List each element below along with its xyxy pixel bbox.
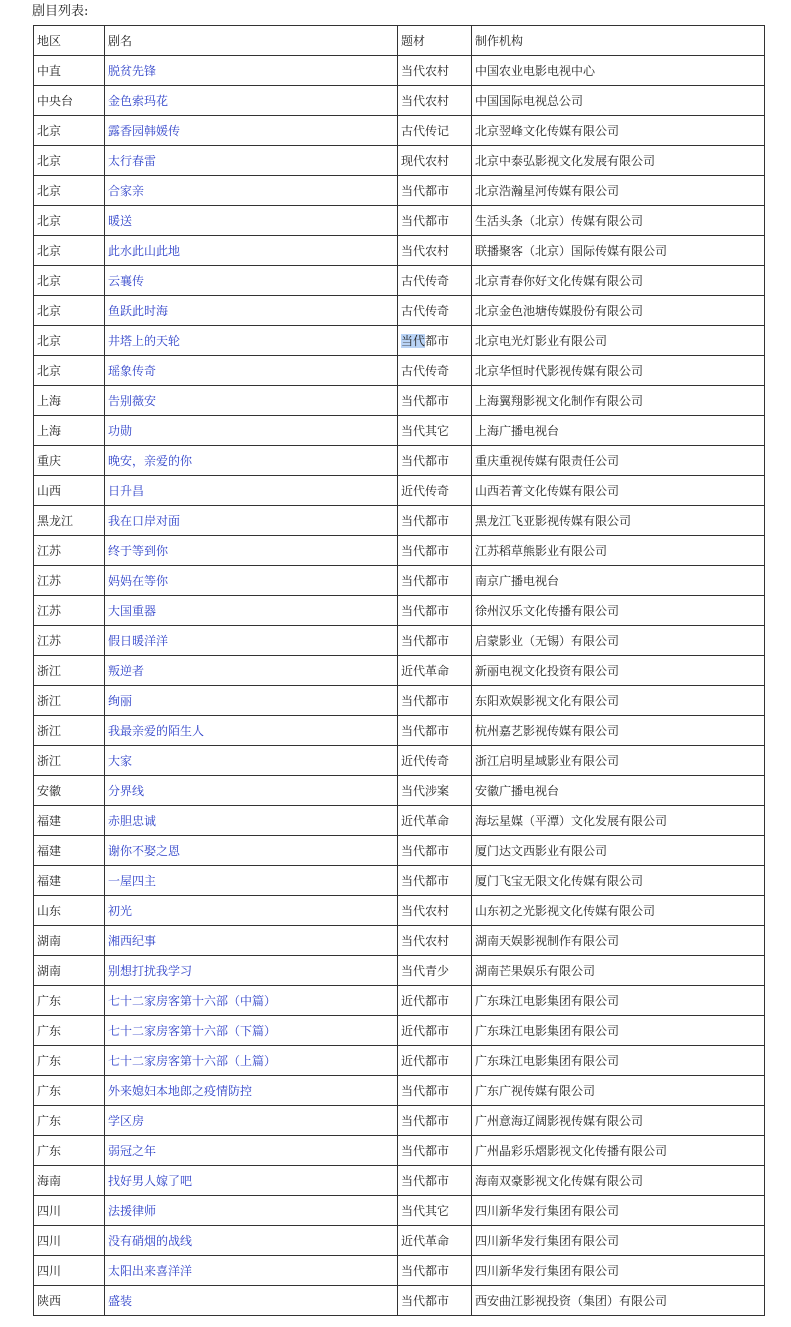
table-row: [34, 956, 765, 986]
cell-region: 上海: [34, 386, 105, 416]
drama-title-link[interactable]: 外来媳妇本地郎之疫情防控: [108, 1084, 253, 1098]
table-row: [34, 56, 765, 86]
cell-region: 北京: [34, 206, 105, 236]
cell-genre: 当代农村: [398, 86, 472, 116]
cell-company: 杭州嘉艺影视传媒有限公司: [472, 716, 765, 746]
table-row: [34, 626, 765, 656]
cell-genre: 当代都市: [398, 716, 472, 746]
table-row: [34, 686, 765, 716]
cell-region: 四川: [34, 1256, 105, 1286]
drama-title-link[interactable]: 大国重器: [108, 604, 157, 618]
cell-title: [105, 446, 398, 476]
cell-region: 江苏: [34, 596, 105, 626]
drama-title-link[interactable]: 鱼跃此时海: [108, 304, 169, 318]
cell-genre: 当代农村: [398, 56, 472, 86]
cell-company: 北京青春你好文化传媒有限公司: [472, 266, 765, 296]
table-row: [34, 806, 765, 836]
cell-title: [105, 626, 398, 656]
cell-region: 湖南: [34, 926, 105, 956]
cell-title: [105, 176, 398, 206]
drama-title-link[interactable]: 合家亲: [108, 184, 145, 198]
cell-company: 西安曲江影视投资（集团）有限公司: [472, 1286, 765, 1316]
selected-text-highlight: 当代: [401, 334, 426, 348]
table-row: [34, 1196, 765, 1226]
cell-region: 广东: [34, 1046, 105, 1076]
cell-title: [105, 1166, 398, 1196]
table-row: [34, 206, 765, 236]
table-row: [34, 1076, 765, 1106]
cell-title: [105, 896, 398, 926]
drama-title-link[interactable]: 暖送: [108, 214, 133, 228]
cell-region: 上海: [34, 416, 105, 446]
cell-genre: 当代都市: [398, 506, 472, 536]
column-header-region: 地区: [34, 26, 105, 56]
cell-genre: 近代都市: [398, 1016, 472, 1046]
cell-title: [105, 56, 398, 86]
cell-genre: 当代其它: [398, 416, 472, 446]
cell-genre: 当代农村: [398, 236, 472, 266]
cell-company: 北京电光灯影业有限公司: [472, 326, 765, 356]
cell-title: [105, 1196, 398, 1226]
drama-title-link[interactable]: 初光: [108, 904, 133, 918]
cell-region: 江苏: [34, 566, 105, 596]
cell-genre: 古代传奇: [398, 266, 472, 296]
cell-company: 山西若菁文化传媒有限公司: [472, 476, 765, 506]
cell-company: 新丽电视文化投资有限公司: [472, 656, 765, 686]
cell-company: 山东初之光影视文化传媒有限公司: [472, 896, 765, 926]
cell-region: 陕西: [34, 1286, 105, 1316]
cell-genre: 当代都市: [398, 596, 472, 626]
cell-genre: 当代都市: [398, 1106, 472, 1136]
cell-genre: 近代都市: [398, 1046, 472, 1076]
drama-title-link[interactable]: 别想打扰我学习: [108, 964, 193, 978]
cell-genre: 当代农村: [398, 926, 472, 956]
cell-title: [105, 536, 398, 566]
cell-company: 北京华恒时代影视传媒有限公司: [472, 356, 765, 386]
cell-region: 北京: [34, 146, 105, 176]
table-row: [34, 416, 765, 446]
table-row: [34, 926, 765, 956]
cell-title: [105, 1226, 398, 1256]
cell-company: 湖南天娱影视制作有限公司: [472, 926, 765, 956]
cell-title: [105, 776, 398, 806]
drama-title-link[interactable]: 大家: [108, 754, 133, 768]
cell-company: 广东广视传媒有限公司: [472, 1076, 765, 1106]
table-row: [34, 1286, 765, 1316]
cell-region: 浙江: [34, 686, 105, 716]
drama-title-link[interactable]: 叛逆者: [108, 664, 145, 678]
drama-title-link[interactable]: 妈妈在等你: [108, 574, 169, 588]
drama-title-link[interactable]: 七十二家房客第十六部（中篇）: [108, 994, 277, 1008]
drama-title-link[interactable]: 一屋四主: [108, 874, 157, 888]
cell-title: [105, 1046, 398, 1076]
cell-title: [105, 416, 398, 446]
drama-title-link[interactable]: 日升昌: [108, 484, 145, 498]
cell-title: [105, 86, 398, 116]
cell-genre: 当代都市: [398, 446, 472, 476]
cell-title: [105, 926, 398, 956]
cell-region: 四川: [34, 1226, 105, 1256]
drama-title-link[interactable]: 法援律师: [108, 1204, 157, 1218]
table-row: [34, 536, 765, 566]
cell-region: 江苏: [34, 626, 105, 656]
cell-genre: 古代传记: [398, 116, 472, 146]
cell-title: [105, 236, 398, 266]
cell-region: 浙江: [34, 716, 105, 746]
table-row: [34, 356, 765, 386]
drama-title-link[interactable]: 湘西纪事: [108, 934, 157, 948]
cell-title: [105, 596, 398, 626]
drama-title-link[interactable]: 告别薇安: [108, 394, 157, 408]
table-row: [34, 1166, 765, 1196]
drama-list-table: [33, 25, 765, 1316]
cell-region: 广东: [34, 1136, 105, 1166]
cell-genre: 当代农村: [398, 896, 472, 926]
table-row: [34, 986, 765, 1016]
cell-company: 北京浩瀚星河传媒有限公司: [472, 176, 765, 206]
drama-title-link[interactable]: 分界线: [108, 784, 145, 798]
drama-title-link[interactable]: 学区房: [108, 1114, 145, 1128]
cell-title: [105, 1106, 398, 1136]
cell-region: 北京: [34, 236, 105, 266]
cell-genre: 当代都市: [398, 1286, 472, 1316]
cell-company: 上海广播电视台: [472, 416, 765, 446]
cell-title: [105, 356, 398, 386]
cell-region: 广东: [34, 1106, 105, 1136]
drama-title-link[interactable]: 井塔上的天轮: [108, 334, 181, 348]
cell-region: 中央台: [34, 86, 105, 116]
cell-title: [105, 1286, 398, 1316]
cell-region: 北京: [34, 326, 105, 356]
cell-title: [105, 806, 398, 836]
cell-company: 厦门达文西影业有限公司: [472, 836, 765, 866]
cell-genre: 当代都市: [398, 566, 472, 596]
cell-company: 湖南芒果娱乐有限公司: [472, 956, 765, 986]
table-row: [34, 836, 765, 866]
cell-genre: 近代都市: [398, 986, 472, 1016]
cell-genre: 古代传奇: [398, 296, 472, 326]
cell-title: [105, 986, 398, 1016]
cell-genre: 近代传奇: [398, 476, 472, 506]
cell-genre: 当代都市: [398, 626, 472, 656]
drama-title-link[interactable]: 盛装: [108, 1294, 133, 1308]
column-header-genre: 题材: [398, 26, 472, 56]
cell-genre: 当代都市: [398, 836, 472, 866]
cell-genre: 近代革命: [398, 656, 472, 686]
cell-genre: 当代其它: [398, 1196, 472, 1226]
table-row: [34, 476, 765, 506]
cell-region: 重庆: [34, 446, 105, 476]
cell-title: [105, 1016, 398, 1046]
table-row: [34, 656, 765, 686]
cell-company: 北京翌峰文化传媒有限公司: [472, 116, 765, 146]
table-row: [34, 716, 765, 746]
cell-company: 启蒙影业（无锡）有限公司: [472, 626, 765, 656]
cell-region: 黑龙江: [34, 506, 105, 536]
cell-company: 东阳欢娱影视文化有限公司: [472, 686, 765, 716]
cell-region: 浙江: [34, 656, 105, 686]
cell-region: 湖南: [34, 956, 105, 986]
cell-region: 北京: [34, 266, 105, 296]
cell-title: [105, 206, 398, 236]
cell-title: [105, 1076, 398, 1106]
cell-genre: 近代传奇: [398, 746, 472, 776]
cell-genre: 古代传奇: [398, 356, 472, 386]
cell-title: [105, 266, 398, 296]
cell-region: 广东: [34, 1016, 105, 1046]
cell-company: 江苏稻草熊影业有限公司: [472, 536, 765, 566]
cell-company: 徐州汉乐文化传播有限公司: [472, 596, 765, 626]
cell-company: 北京中泰弘影视文化发展有限公司: [472, 146, 765, 176]
cell-region: 山东: [34, 896, 105, 926]
table-row: [34, 296, 765, 326]
cell-title: [105, 386, 398, 416]
cell-company: 中国农业电影电视中心: [472, 56, 765, 86]
cell-genre: 当代都市: [398, 536, 472, 566]
cell-genre: 当代青少: [398, 956, 472, 986]
drama-title-link[interactable]: 假日暖洋洋: [108, 634, 169, 648]
cell-title: [105, 656, 398, 686]
table-row: [34, 146, 765, 176]
table-row: [34, 866, 765, 896]
cell-title: [105, 1256, 398, 1286]
drama-title-link[interactable]: 没有硝烟的战线: [108, 1234, 193, 1248]
column-header-company: 制作机构: [472, 26, 765, 56]
drama-title-link[interactable]: 弱冠之年: [108, 1144, 157, 1158]
cell-company: 联播聚客（北京）国际传媒有限公司: [472, 236, 765, 266]
cell-genre: 近代革命: [398, 1226, 472, 1256]
cell-title: [105, 326, 398, 356]
cell-genre: 当代都市: [398, 866, 472, 896]
cell-region: 北京: [34, 116, 105, 146]
cell-title: [105, 296, 398, 326]
cell-region: 福建: [34, 806, 105, 836]
cell-genre: 当代都市: [398, 1166, 472, 1196]
cell-region: 安徽: [34, 776, 105, 806]
drama-title-link[interactable]: 太行春雷: [108, 154, 157, 168]
cell-company: 浙江启明星域影业有限公司: [472, 746, 765, 776]
drama-title-link[interactable]: 瑶象传奇: [108, 364, 157, 378]
cell-company: 南京广播电视台: [472, 566, 765, 596]
cell-genre: 当代都市: [398, 386, 472, 416]
table-row: [34, 446, 765, 476]
cell-genre: 当代都市: [398, 1136, 472, 1166]
table-row: [34, 266, 765, 296]
drama-title-link[interactable]: 脱贫先锋: [108, 64, 157, 78]
cell-title: [105, 866, 398, 896]
cell-region: 福建: [34, 836, 105, 866]
cell-region: 广东: [34, 986, 105, 1016]
cell-company: 广州晶彩乐熠影视文化传播有限公司: [472, 1136, 765, 1166]
cell-title: [105, 506, 398, 536]
cell-company: 生活头条（北京）传媒有限公司: [472, 206, 765, 236]
cell-genre: [398, 326, 472, 356]
cell-title: [105, 476, 398, 506]
table-row: [34, 746, 765, 776]
cell-company: 重庆重视传媒有限责任公司: [472, 446, 765, 476]
drama-title-link[interactable]: 找好男人嫁了吧: [108, 1174, 193, 1188]
cell-genre: 现代农村: [398, 146, 472, 176]
table-row: [34, 236, 765, 266]
table-row: [34, 1046, 765, 1076]
cell-region: 四川: [34, 1196, 105, 1226]
cell-region: 江苏: [34, 536, 105, 566]
cell-region: 北京: [34, 356, 105, 386]
drama-title-link[interactable]: 绚丽: [108, 694, 133, 708]
cell-company: 厦门飞宝无限文化传媒有限公司: [472, 866, 765, 896]
cell-region: 中直: [34, 56, 105, 86]
table-row: [34, 1106, 765, 1136]
cell-company: 广东珠江电影集团有限公司: [472, 986, 765, 1016]
cell-company: 海坛星媒（平潭）文化发展有限公司: [472, 806, 765, 836]
cell-title: [105, 716, 398, 746]
cell-region: 广东: [34, 1076, 105, 1106]
cell-genre: 近代革命: [398, 806, 472, 836]
cell-region: 北京: [34, 176, 105, 206]
drama-title-link[interactable]: 云襄传: [108, 274, 145, 288]
cell-genre: 当代都市: [398, 176, 472, 206]
drama-title-link[interactable]: 我最亲爱的陌生人: [108, 724, 205, 738]
drama-title-link[interactable]: 太阳出来喜洋洋: [108, 1264, 193, 1278]
table-row: [34, 176, 765, 206]
drama-title-link[interactable]: 终于等到你: [108, 544, 169, 558]
table-row: [34, 1136, 765, 1166]
cell-company: 海南双豪影视文化传媒有限公司: [472, 1166, 765, 1196]
cell-title: [105, 686, 398, 716]
cell-genre: 当代都市: [398, 206, 472, 236]
cell-genre: 当代都市: [398, 1256, 472, 1286]
table-row: [34, 776, 765, 806]
table-header-row: [34, 26, 765, 56]
table-row: [34, 116, 765, 146]
cell-genre: 当代都市: [398, 1076, 472, 1106]
table-row: [34, 896, 765, 926]
drama-title-link[interactable]: 功勋: [108, 424, 133, 438]
cell-company: 广州意海辽阔影视传媒有限公司: [472, 1106, 765, 1136]
cell-company: 四川新华发行集团有限公司: [472, 1256, 765, 1286]
drama-title-link[interactable]: 晚安，亲爱的你: [108, 454, 193, 468]
table-row: [34, 1226, 765, 1256]
drama-title-link[interactable]: 七十二家房客第十六部（上篇）: [108, 1054, 277, 1068]
cell-company: 北京金色池塘传媒股份有限公司: [472, 296, 765, 326]
cell-company: 上海翼翔影视文化制作有限公司: [472, 386, 765, 416]
cell-company: 安徽广播电视台: [472, 776, 765, 806]
table-row: [34, 506, 765, 536]
cell-company: 中国国际电视总公司: [472, 86, 765, 116]
genre-text: 都市: [425, 334, 450, 348]
table-row: [34, 596, 765, 626]
drama-title-link[interactable]: 谢你不娶之恩: [108, 844, 181, 858]
cell-region: 北京: [34, 296, 105, 326]
table-row: [34, 566, 765, 596]
cell-title: [105, 956, 398, 986]
cell-company: 黑龙江飞亚影视传媒有限公司: [472, 506, 765, 536]
column-header-title: 剧名: [105, 26, 398, 56]
cell-title: [105, 1136, 398, 1166]
drama-title-link[interactable]: 赤胆忠诚: [108, 814, 157, 828]
drama-title-link[interactable]: 露香园韩媛传: [108, 124, 181, 138]
cell-title: [105, 116, 398, 146]
drama-title-link[interactable]: 此水此山此地: [108, 244, 181, 258]
drama-title-link[interactable]: 我在口岸对面: [108, 514, 181, 528]
table-row: [34, 1256, 765, 1286]
drama-title-link[interactable]: 七十二家房客第十六部（下篇）: [108, 1024, 277, 1038]
table-row: [34, 326, 765, 356]
cell-company: 广东珠江电影集团有限公司: [472, 1016, 765, 1046]
cell-title: [105, 146, 398, 176]
cell-title: [105, 746, 398, 776]
cell-region: 山西: [34, 476, 105, 506]
cell-region: 海南: [34, 1166, 105, 1196]
cell-title: [105, 836, 398, 866]
cell-company: 四川新华发行集团有限公司: [472, 1226, 765, 1256]
cell-region: 福建: [34, 866, 105, 896]
cell-region: 浙江: [34, 746, 105, 776]
cell-title: [105, 566, 398, 596]
cell-company: 四川新华发行集团有限公司: [472, 1196, 765, 1226]
cell-genre: 当代都市: [398, 686, 472, 716]
table-row: [34, 386, 765, 416]
cell-company: 广东珠江电影集团有限公司: [472, 1046, 765, 1076]
table-caption: 剧目列表:: [32, 4, 89, 19]
table-row: [34, 86, 765, 116]
table-row: [34, 1016, 765, 1046]
drama-title-link[interactable]: 金色索玛花: [108, 94, 169, 108]
cell-genre: 当代涉案: [398, 776, 472, 806]
